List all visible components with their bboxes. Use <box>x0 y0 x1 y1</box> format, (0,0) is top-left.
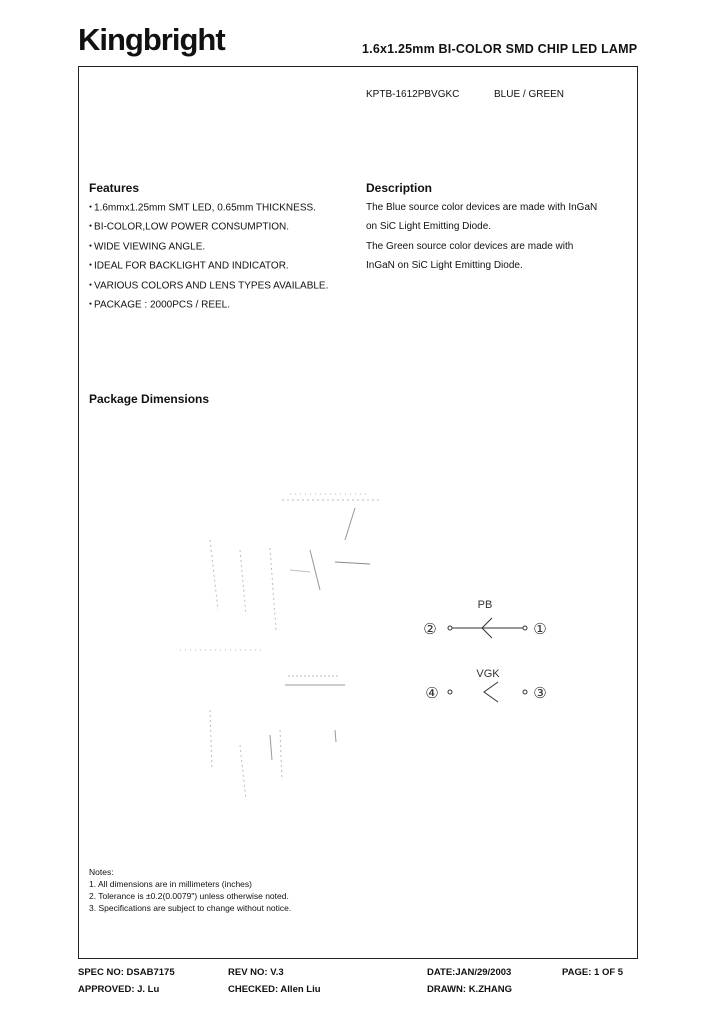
pin-3-terminal <box>523 690 527 694</box>
feature-item: ● PACKAGE : 2000PCS / REEL. <box>89 298 328 317</box>
package-dimensions-drawing <box>160 480 580 810</box>
pin-1-terminal <box>523 626 527 630</box>
notes-title: Notes: <box>89 867 114 877</box>
faded-dimension-lines <box>180 494 380 800</box>
description-line: InGaN on SiC Light Emitting Diode. <box>366 260 523 272</box>
part-number: KPTB-1612PBVGKC <box>366 89 460 100</box>
spec-number: SPEC NO: DSAB7175 <box>78 967 175 978</box>
pb-circuit-symbol <box>423 599 546 638</box>
document-date: DATE:JAN/29/2003 <box>427 967 512 978</box>
pin-1-marker: ① <box>533 621 547 638</box>
vgk-circuit-symbol <box>425 668 546 702</box>
document-title: 1.6x1.25mm BI-COLOR SMD CHIP LED LAMP <box>362 42 638 56</box>
feature-item: ● BI-COLOR,LOW POWER CONSUMPTION. <box>89 220 328 239</box>
revision-number: REV NO: V.3 <box>228 967 284 978</box>
note-item: 1. All dimensions are in millimeters (inches) <box>89 879 252 889</box>
pin-2-terminal <box>448 626 452 630</box>
notes-block <box>89 866 291 914</box>
pin-3-marker: ③ <box>533 685 547 702</box>
features-heading: Features <box>89 181 140 195</box>
note-item: 2. Tolerance is ±0.2(0.0079") unless otherwise noted. <box>89 891 289 901</box>
part-color: BLUE / GREEN <box>494 89 565 100</box>
description-line: on SiC Light Emitting Diode. <box>366 221 492 233</box>
description-heading: Description <box>366 181 433 195</box>
pb-label: PB <box>477 599 493 611</box>
pin-4-marker: ④ <box>425 685 439 702</box>
feature-item: ● VARIOUS COLORS AND LENS TYPES AVAILABLE. <box>89 279 328 298</box>
kingbright-logo: Kingbright <box>78 22 225 57</box>
description-line: The Blue source color devices are made with InGaN <box>366 202 598 213</box>
features-list <box>89 201 328 317</box>
description-line: The Green source color devices are made with <box>366 240 574 252</box>
vgk-diode-symbol <box>484 682 498 702</box>
vgk-label: VGK <box>476 668 500 680</box>
package-dimensions-heading: Package Dimensions <box>89 392 210 406</box>
page-number: PAGE: 1 OF 5 <box>562 967 624 978</box>
note-item: 3. Specifications are subject to change without notice. <box>89 903 292 913</box>
pin-2-marker: ② <box>423 621 437 638</box>
drawn-by: DRAWN: K.ZHANG <box>427 984 512 995</box>
feature-item: ● IDEAL FOR BACKLIGHT AND INDICATOR. <box>89 259 328 278</box>
description-text <box>366 201 597 279</box>
feature-item: ● 1.6mmx1.25mm SMT LED, 0.65mm THICKNESS. <box>89 201 328 220</box>
pin-4-terminal <box>448 690 452 694</box>
approved-by: APPROVED: J. Lu <box>78 984 160 995</box>
feature-item: ● WIDE VIEWING ANGLE. <box>89 240 328 259</box>
checked-by: CHECKED: Allen Liu <box>228 984 321 995</box>
